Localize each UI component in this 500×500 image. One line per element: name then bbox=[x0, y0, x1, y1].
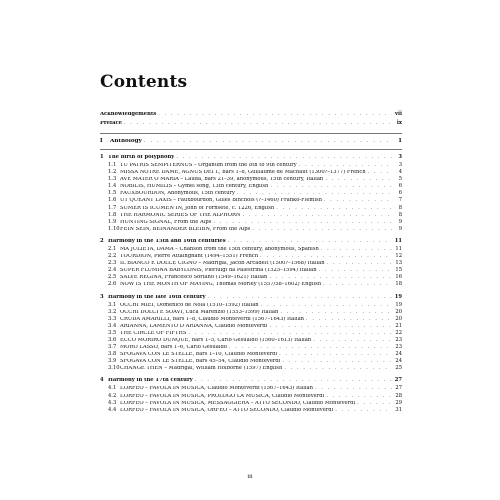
table-of-contents bbox=[100, 112, 402, 420]
chapter-entry[interactable] bbox=[100, 239, 402, 247]
entry-number: I bbox=[100, 138, 103, 144]
dot-leader bbox=[299, 163, 392, 168]
entry-page: 15 bbox=[395, 267, 402, 274]
dot-leader bbox=[325, 177, 392, 182]
section-entry[interactable] bbox=[100, 310, 402, 317]
entry-title: SFOGAVA CON LE STELLE, bars 1–10, Claudio Monteverdi bbox=[120, 352, 278, 358]
entry-number: 2.3 bbox=[108, 260, 117, 267]
entry-number: 1.5 bbox=[108, 190, 117, 197]
section-entry[interactable] bbox=[100, 338, 402, 345]
section-entry[interactable] bbox=[100, 268, 402, 275]
section-entry[interactable] bbox=[100, 366, 402, 373]
entry-page: 16 bbox=[395, 274, 402, 281]
entry-title: TOURDION, Pierre Attaingnant (1494–1551) French bbox=[120, 254, 259, 260]
entry-number: 2.6 bbox=[108, 281, 117, 288]
entry-title: IL BIANCO E DOLCE CIGNO – Madrigal, Jacob Arcadelt (1500?–1568) Italian bbox=[120, 261, 325, 267]
entry-number: 3.3 bbox=[108, 315, 117, 322]
entry-number: 2.5 bbox=[108, 274, 117, 281]
entry-number: 2.2 bbox=[108, 253, 117, 260]
entry-page: 19 bbox=[394, 293, 402, 300]
dot-leader bbox=[270, 184, 392, 189]
dot-leader bbox=[229, 345, 392, 350]
entry-number: 2.4 bbox=[108, 267, 117, 274]
entry-number: 3.1 bbox=[108, 301, 117, 308]
section-entry[interactable] bbox=[100, 324, 402, 331]
entry-page: 21 bbox=[395, 322, 402, 329]
dot-leader bbox=[357, 401, 392, 406]
entry-number: 1.8 bbox=[108, 211, 117, 218]
entry-page: 9 bbox=[398, 218, 402, 225]
entry-number: 1.7 bbox=[108, 204, 117, 211]
entry-number: 3.6 bbox=[108, 336, 117, 343]
section-entry[interactable] bbox=[100, 282, 402, 289]
section-entry[interactable] bbox=[100, 394, 402, 401]
entry-page: 24 bbox=[395, 351, 402, 358]
section-entry[interactable] bbox=[100, 184, 402, 191]
dot-leader bbox=[306, 317, 392, 322]
section-entry[interactable] bbox=[100, 170, 402, 177]
entry-title: SALVE REGINA, Francesco Soriano (1549–1621) Italian bbox=[120, 275, 268, 281]
entry-title: MA JULIETA, DAMA – Chanson from the 15th century, anonymous, Spanish bbox=[120, 246, 319, 252]
section-entry[interactable] bbox=[100, 401, 402, 408]
entry-title: THE CIRCLE OF FIFTHS bbox=[120, 330, 187, 336]
dot-leader bbox=[326, 394, 392, 399]
entry-page: 6 bbox=[398, 190, 402, 197]
entry-number: 3.9 bbox=[108, 358, 117, 365]
dot-leader bbox=[208, 295, 392, 300]
entry-title: ARIANNA, LAMENTO D’ARIANNA, Claudio Monteverdi bbox=[120, 323, 268, 329]
section-entry[interactable] bbox=[100, 220, 402, 227]
entry-number: 3.10 bbox=[108, 365, 120, 372]
dot-leader bbox=[269, 324, 392, 329]
entry-page: 20 bbox=[395, 308, 402, 315]
section-entry[interactable] bbox=[100, 261, 402, 268]
section-entry[interactable] bbox=[100, 317, 402, 324]
entry-page: 4 bbox=[398, 169, 402, 176]
entry-page: 3 bbox=[398, 162, 402, 168]
entry-number: 2.1 bbox=[108, 245, 117, 252]
entry-title: MORO LASSO, bars 1–6, Carlo Gesualdo bbox=[120, 345, 227, 351]
entry-title: L’ORFEO – FAVOLA IN MUSICA, MESSAGGIERA – ATTO SECONDO, Claudio Monteverdi bbox=[120, 400, 356, 406]
entry-number: 4.1 bbox=[108, 385, 117, 392]
section-entry[interactable] bbox=[100, 386, 402, 393]
section-entry[interactable] bbox=[100, 331, 402, 338]
section-entry[interactable] bbox=[100, 345, 402, 352]
entry-title: FEIN SEIN, BEINANDER BLEIBN, From the Alps bbox=[120, 226, 251, 232]
entry-number: 3.4 bbox=[108, 322, 117, 329]
entry-number: 1.1 bbox=[108, 162, 117, 168]
section-entry[interactable] bbox=[100, 359, 402, 366]
entry-number: 1.2 bbox=[108, 169, 117, 176]
entry-title: CRUDA AMARILLI, bars 1–8, Claudio Monteverdi (1567–1643) Italian bbox=[120, 316, 305, 322]
entry-page: vii bbox=[395, 111, 402, 117]
dot-leader bbox=[282, 359, 392, 364]
section-entry[interactable] bbox=[100, 227, 402, 234]
dot-leader bbox=[284, 366, 392, 371]
entry-title: FAUXBOURDON, Anonymous, 15th century bbox=[120, 191, 235, 197]
entry-title: Preface bbox=[100, 121, 122, 126]
entry-number: 3 bbox=[100, 293, 104, 300]
section-entry[interactable] bbox=[100, 177, 402, 184]
dot-leader bbox=[276, 206, 392, 211]
chapter-entry[interactable] bbox=[100, 295, 402, 303]
dot-leader bbox=[319, 268, 392, 273]
entry-title: Harmony in the 17th century bbox=[108, 378, 193, 384]
entry-number: 4.3 bbox=[108, 399, 117, 406]
spacer bbox=[100, 415, 402, 420]
entry-page: 22 bbox=[395, 329, 402, 336]
entry-page: 9 bbox=[398, 225, 402, 232]
dot-leader bbox=[321, 247, 392, 252]
chapter-entry[interactable] bbox=[100, 378, 402, 386]
entry-title: TU PATRIS SEMPITERNUS – Organum from the 8th to 9th century bbox=[120, 163, 297, 168]
entry-title: L’ORFEO – FAVOLA IN MUSICA, PROLOGO LA MUSICA, Claudio Monteverdi bbox=[120, 393, 325, 399]
entry-title: ECCO MORIRO DUNQUE, bars 1–5, Carlo Gesualdo (1560–1613) Italian bbox=[120, 337, 312, 343]
dot-leader bbox=[327, 261, 392, 266]
dot-leader bbox=[176, 155, 392, 160]
entry-title: SUPER FLUMINA BABYLONIS, Pierluigi da Palestrina (1525–1594) Italian bbox=[120, 268, 317, 274]
entry-number: 4.2 bbox=[108, 392, 117, 399]
chapter-entry[interactable] bbox=[100, 155, 402, 163]
entry-page: 5 bbox=[398, 176, 402, 183]
entry-number: 1.9 bbox=[108, 218, 117, 225]
entry-page: 13 bbox=[395, 260, 402, 267]
entry-title: UT QUEANT LAXIS – Fauxbourdon, Gilles Binchois (?–1460) Franko-Flemish bbox=[120, 198, 322, 204]
entry-title: AVE MATER O MARIA – Lauda, bars 21–39, anonymous, 15th century, Italian bbox=[120, 177, 324, 183]
dot-leader bbox=[279, 352, 392, 357]
entry-title: NOW IS THE MONTH OF MAYING, Thomas Morley (1557/58–1602) English bbox=[120, 282, 322, 288]
entry-page: 11 bbox=[394, 237, 402, 244]
entry-title: Harmony in the 15th and 16th centuries bbox=[108, 238, 226, 244]
entry-number: 3.5 bbox=[108, 329, 117, 336]
dot-leader bbox=[158, 112, 392, 117]
entry-page: 27 bbox=[394, 377, 402, 384]
entry-page: 24 bbox=[395, 358, 402, 365]
dot-leader bbox=[280, 310, 392, 315]
entry-title: Anthology bbox=[110, 139, 142, 144]
dot-leader bbox=[252, 227, 392, 232]
front-matter-entry[interactable] bbox=[100, 112, 402, 121]
entry-number: 1.6 bbox=[108, 197, 117, 204]
entry-page: 20 bbox=[395, 315, 402, 322]
entry-number: 1.4 bbox=[108, 183, 117, 190]
entry-number: 1.10 bbox=[108, 225, 120, 232]
entry-page: 18 bbox=[395, 281, 402, 288]
entry-page: 27 bbox=[395, 385, 402, 392]
section-entry[interactable] bbox=[100, 254, 402, 261]
dot-leader bbox=[242, 213, 392, 218]
entry-title: CHANGE THEN – Madrigal, William Holborne (1597) English bbox=[120, 366, 283, 372]
entry-title: L’ORFEO – FAVOLA IN MUSICA, ORFEO – ATTO SECONDO, Claudio Monteverdi bbox=[120, 407, 334, 413]
dot-leader bbox=[124, 121, 392, 126]
dot-leader bbox=[195, 378, 392, 383]
dot-leader bbox=[324, 198, 392, 203]
section-entry[interactable] bbox=[100, 198, 402, 205]
dot-leader bbox=[237, 191, 392, 196]
dot-leader bbox=[213, 220, 392, 225]
entry-page: 23 bbox=[395, 344, 402, 351]
entry-page: 25 bbox=[395, 365, 402, 372]
dot-leader bbox=[228, 239, 392, 244]
entry-title: The birth of polyphony bbox=[108, 155, 175, 160]
entry-number: 4.4 bbox=[108, 406, 117, 413]
entry-page: ix bbox=[396, 120, 402, 126]
entry-title: L’ORFEO – FAVOLA IN MUSICA, Claudio Monteverdi (1567–1643) Italian bbox=[120, 386, 313, 392]
section-entry[interactable] bbox=[100, 275, 402, 282]
entry-page: 19 bbox=[395, 301, 402, 308]
dot-leader bbox=[188, 331, 392, 336]
front-matter-entry[interactable] bbox=[100, 121, 402, 130]
entry-title: MISSA NOTRE DAME, AGNUS DEI I., bars 1–8, Guillaume de Machaut (1300?–1377) French bbox=[120, 170, 366, 176]
entry-page: 3 bbox=[398, 154, 402, 160]
part-entry[interactable] bbox=[100, 139, 402, 148]
entry-page: 1 bbox=[398, 138, 402, 144]
section-entry[interactable] bbox=[100, 303, 402, 310]
section-entry[interactable] bbox=[100, 408, 402, 415]
entry-page: 11 bbox=[395, 245, 402, 252]
entry-number: 2 bbox=[100, 237, 104, 244]
section-entry[interactable] bbox=[100, 163, 402, 170]
section-entry[interactable] bbox=[100, 191, 402, 198]
entry-title: THE HARMONIC SERIES OF THE ALPHORN bbox=[120, 212, 241, 218]
entry-number: 3.7 bbox=[108, 344, 117, 351]
entry-page: 8 bbox=[398, 211, 402, 218]
entry-title: SFOGAVA CON LE STELLE, bars 45–54, Claudio Monteverdi bbox=[120, 359, 281, 365]
section-entry[interactable] bbox=[100, 352, 402, 359]
entry-page: 8 bbox=[398, 204, 402, 211]
dot-leader bbox=[335, 408, 392, 413]
entry-title: SUMER IS ICUMEN IN, John of Fornsete, c. 1226, English bbox=[120, 205, 275, 211]
dot-leader bbox=[144, 139, 392, 145]
dot-leader bbox=[323, 282, 392, 287]
entry-number: 3.8 bbox=[108, 351, 117, 358]
entry-number: 3.2 bbox=[108, 308, 117, 315]
entry-title: Harmony in the late 16th century bbox=[108, 294, 206, 300]
dot-leader bbox=[368, 170, 392, 175]
entry-page: 12 bbox=[395, 253, 402, 260]
entry-title: OCCHI MIEI, Domenico de Nola (1510–1592) Italian bbox=[120, 302, 259, 308]
entry-page: 28 bbox=[395, 392, 402, 399]
entry-title: Acknowledgements bbox=[100, 112, 157, 117]
entry-number: 1 bbox=[100, 154, 104, 160]
dot-leader bbox=[313, 338, 392, 343]
entry-page: 6 bbox=[398, 183, 402, 190]
section-entry[interactable] bbox=[100, 247, 402, 254]
dot-leader bbox=[261, 303, 392, 308]
page-number: iii bbox=[247, 474, 253, 480]
entry-number: 4 bbox=[100, 377, 104, 384]
entry-page: 29 bbox=[395, 399, 402, 406]
dot-leader bbox=[315, 386, 392, 391]
entry-title: NOBILIS, HUMILIS – Gymel song, 13th century, English bbox=[120, 184, 269, 190]
entry-title: HUNTING SIGNAL, From the Alps bbox=[120, 219, 212, 225]
page-title: Contents bbox=[100, 72, 188, 92]
dot-leader bbox=[260, 254, 392, 259]
entry-page: 31 bbox=[395, 406, 402, 413]
entry-number: 1.3 bbox=[108, 176, 117, 183]
dot-leader bbox=[269, 275, 392, 280]
entry-page: 23 bbox=[395, 336, 402, 343]
section-entry[interactable] bbox=[100, 206, 402, 213]
entry-title: OCCHI DOLCI E SOAVI, Luca Marenzio (1553–1599) Italian bbox=[120, 309, 279, 315]
section-entry[interactable] bbox=[100, 213, 402, 220]
entry-page: 7 bbox=[398, 197, 402, 204]
